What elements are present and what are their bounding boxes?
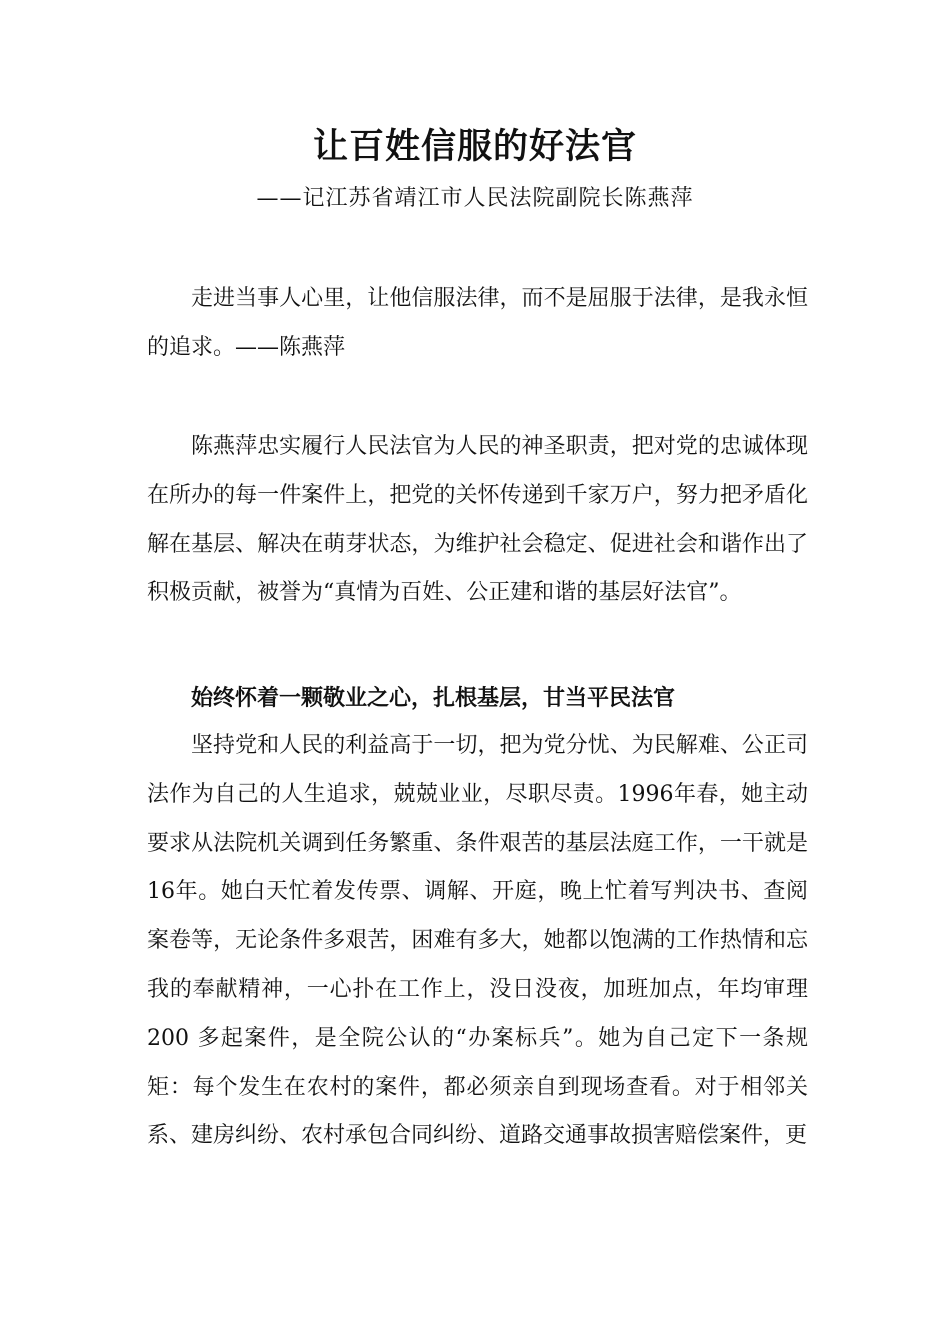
article-subtitle: ——记江苏省靖江市人民法院副院长陈燕萍 bbox=[256, 186, 694, 211]
section-paragraph: 坚持党和人民的利益高于一切，把为党分忧、为民解难、公正司法作为自己的人生追求，兢兢业业，尽职尽责。1996年春，她主动要求从法院机关调到任务繁重、条件艰苦的基层法庭工作，一干就是 16年。她白天忙着发传票、调解、开庭，晚上忙着写判决书、查阅案卷等，无论条件多艰苦，困难有多大，她都以饱满的工作热情和忘我的奉献精神，一心扑在工作上，没日没夜，加班加点，年均审理 200 多起案件，是全院公认的“办案标兵”。她为自己定下一条规矩：每个发生在农村的案件，都必须亲自到现场查看。对于相邻关系、建房纠纷、农村承包合同纠纷、道路交通事故损害赔偿案件，更 bbox=[147, 733, 808, 1149]
intro-section bbox=[147, 423, 808, 618]
article-title: 让百姓信服的好法官 bbox=[312, 126, 637, 167]
quote-paragraph: 走进当事人心里，让他信服法律，而不是屈服于法律，是我永恒的追求。——陈燕萍 bbox=[147, 286, 808, 360]
intro-paragraph: 陈燕萍忠实履行人民法官为人民的神圣职责，把对党的忠诚体现在所办的每一件案件上，把党的关怀传递到千家万户，努力把矛盾化解在基层、解决在萌芽状态，为维护社会稳定、促进社会和谐作出了积极贡献，被誉为“真情为百姓、公正建和谐的基层好法官”。 bbox=[147, 434, 808, 606]
epigraph-quote bbox=[147, 275, 808, 373]
section-content bbox=[147, 722, 808, 1161]
section-heading: 始终怀着一颗敬业之心，扎根基层，甘当平民法官 bbox=[191, 686, 676, 711]
